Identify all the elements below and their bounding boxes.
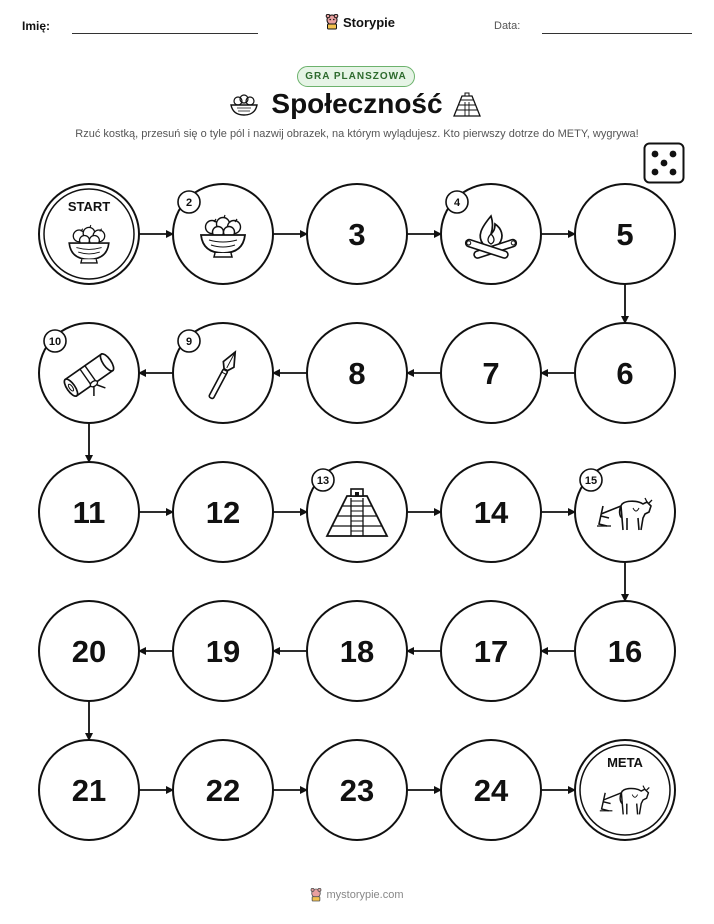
space-number: 9	[185, 336, 193, 348]
board-space-start[interactable]	[39, 184, 139, 284]
board-space-6[interactable]	[575, 323, 675, 423]
space-number: 15	[584, 475, 598, 487]
space-number: 18	[339, 634, 375, 669]
board-space-16[interactable]	[575, 601, 675, 701]
space-number: 12	[205, 495, 241, 530]
start-label: START	[67, 199, 111, 214]
storypie-mascot-icon	[310, 888, 322, 902]
board-space-24[interactable]	[441, 740, 541, 840]
instructions-text: Rzuć kostką, przesuń się o tyle pól i nazwij obrazek, na którym wylądujesz. Kto pierwszy dotrze do METY, wygrywa!	[75, 128, 639, 140]
category-badge: GRA PLANSZOWA	[297, 66, 415, 87]
board-space-11[interactable]	[39, 462, 139, 562]
footer-website: mystorypie.com	[326, 889, 404, 901]
space-number: 7	[482, 356, 500, 391]
board-space-19[interactable]	[173, 601, 273, 701]
board-space-23[interactable]	[307, 740, 407, 840]
board-space-7[interactable]	[441, 323, 541, 423]
space-number: 23	[339, 773, 375, 808]
board-space-14[interactable]	[441, 462, 541, 562]
board-space-21[interactable]	[39, 740, 139, 840]
space-number-badge	[178, 330, 200, 352]
board-space-15[interactable]	[575, 462, 675, 562]
brand-name: Storypie	[343, 14, 396, 30]
space-number: 24	[473, 773, 509, 808]
board-space-9[interactable]	[173, 323, 273, 423]
space-number: 5	[616, 217, 634, 252]
board-space-17[interactable]	[441, 601, 541, 701]
space-number: 11	[72, 495, 106, 530]
space-number: 3	[348, 217, 366, 252]
page-title: Społeczność	[271, 88, 443, 119]
space-number-badge	[44, 330, 66, 352]
space-number: 8	[348, 356, 366, 391]
space-number-badge	[446, 191, 468, 213]
space-number-badge	[580, 469, 602, 491]
space-number: 10	[48, 336, 62, 348]
board-space-10[interactable]	[39, 323, 139, 423]
board-space-5[interactable]	[575, 184, 675, 284]
space-number: 2	[185, 197, 193, 209]
board-space-8[interactable]	[307, 323, 407, 423]
space-number: 13	[316, 475, 330, 487]
board-space-12[interactable]	[173, 462, 273, 562]
space-number: 16	[607, 634, 643, 669]
space-number: 4	[453, 197, 461, 209]
space-number: 22	[205, 773, 241, 808]
finish-label: META	[607, 755, 643, 770]
date-label: Data:	[494, 20, 521, 32]
board-space-18[interactable]	[307, 601, 407, 701]
board-space-3[interactable]	[307, 184, 407, 284]
space-number: 6	[616, 356, 634, 391]
space-number: 17	[473, 634, 509, 669]
board-space-meta[interactable]	[575, 740, 675, 840]
space-number: 14	[473, 495, 509, 530]
board-space-2[interactable]	[173, 184, 273, 284]
board-space-22[interactable]	[173, 740, 273, 840]
board-space-13[interactable]	[307, 462, 407, 562]
space-number: 21	[71, 773, 107, 808]
space-number: 20	[71, 634, 107, 669]
space-number-badge	[178, 191, 200, 213]
board-space-4[interactable]	[441, 184, 541, 284]
footer	[0, 888, 714, 902]
name-label: Imię:	[22, 19, 51, 33]
space-number: 19	[205, 634, 241, 669]
board-space-20[interactable]	[39, 601, 139, 701]
space-number-badge	[312, 469, 334, 491]
